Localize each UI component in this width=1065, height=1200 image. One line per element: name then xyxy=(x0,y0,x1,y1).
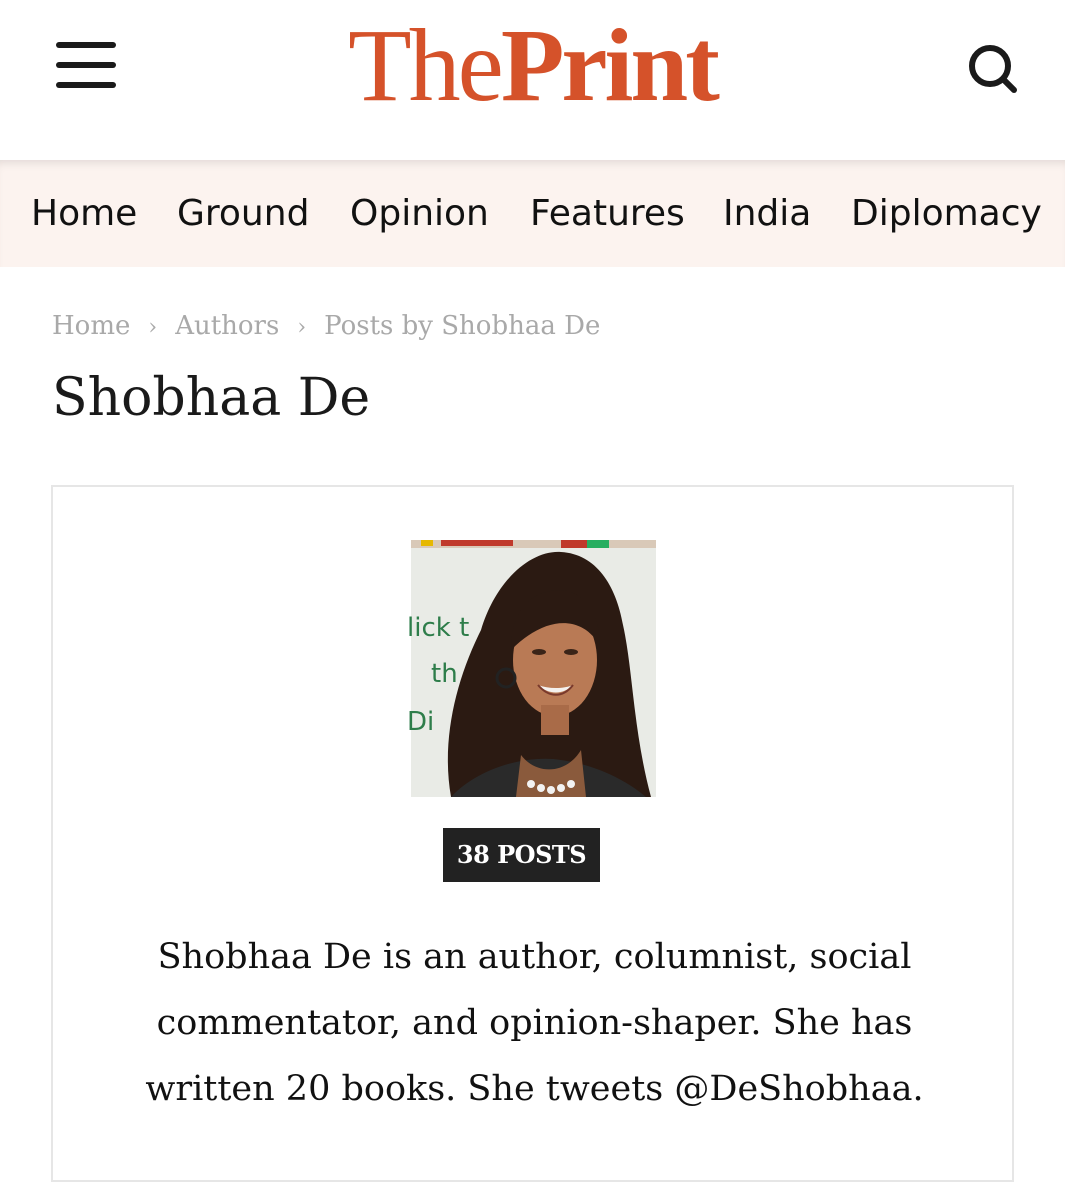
search-icon xyxy=(964,40,1020,96)
breadcrumb-current: Posts by Shobhaa De xyxy=(324,311,601,341)
nav-item-features[interactable]: Features xyxy=(530,193,685,234)
nav-item-home[interactable]: Home xyxy=(31,193,138,234)
author-twitter-link[interactable]: @DeShobhaa xyxy=(674,1069,913,1109)
site-header xyxy=(0,0,1065,160)
author-avatar xyxy=(407,540,656,797)
author-box xyxy=(51,485,1014,1182)
page-title: Shobhaa De xyxy=(52,368,371,428)
svg-text:Di: Di xyxy=(407,707,435,737)
author-bio-end: . xyxy=(912,1069,924,1109)
nav-item-opinion[interactable]: Opinion xyxy=(350,193,489,234)
breadcrumb-authors[interactable]: Authors xyxy=(175,311,280,341)
nav-item-diplomacy[interactable]: Diplomacy xyxy=(851,193,1042,234)
logo-text-print: Print xyxy=(500,8,717,123)
hamburger-menu-icon[interactable] xyxy=(56,42,116,88)
search-button[interactable] xyxy=(964,40,1020,96)
breadcrumb-separator: › xyxy=(297,315,307,340)
svg-text:lick t: lick t xyxy=(407,613,470,643)
breadcrumb xyxy=(52,308,600,344)
logo-link[interactable] xyxy=(348,8,717,123)
posts-count-badge[interactable]: 38 POSTS xyxy=(443,828,600,882)
nav-item-india[interactable]: India xyxy=(723,193,812,234)
site-logo xyxy=(0,10,1065,122)
main-nav xyxy=(0,160,1065,267)
breadcrumb-home[interactable]: Home xyxy=(52,311,131,341)
author-bio-text: Shobhaa De is an author, columnist, social commentator, and opinion-shaper. She has written 20 books. She tweets xyxy=(145,937,913,1109)
svg-text:th: th xyxy=(431,659,458,689)
nav-item-ground[interactable]: Ground xyxy=(177,193,310,234)
logo-text-the: The xyxy=(348,8,501,123)
breadcrumb-separator: › xyxy=(148,315,158,340)
author-photo xyxy=(407,540,656,797)
author-bio xyxy=(113,924,956,1122)
